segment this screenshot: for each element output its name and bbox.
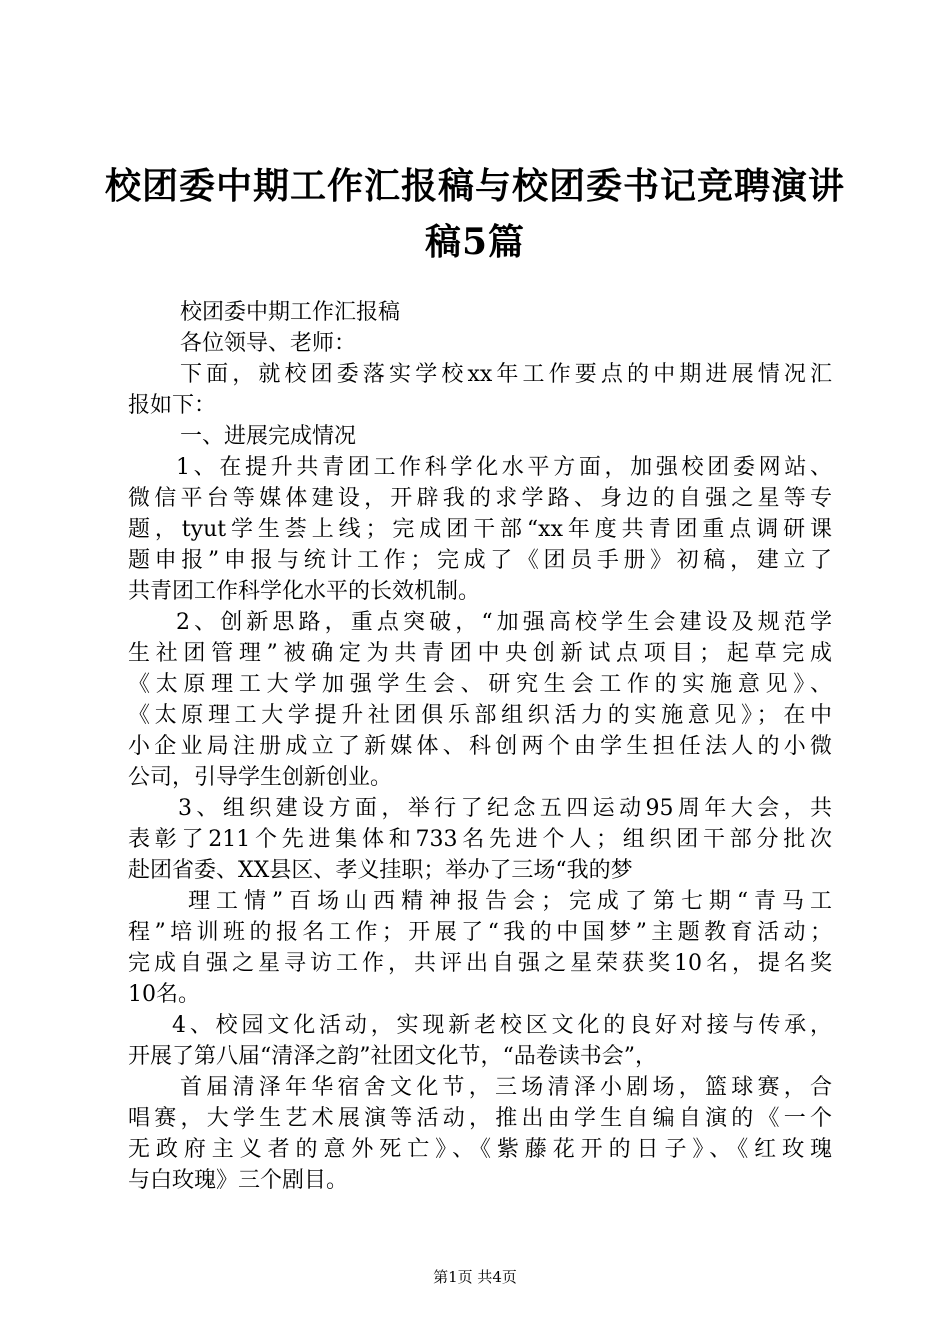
- paragraph-line: 赴团省委、XX县区、孝义挂职；举办了三场“我的梦: [128, 858, 633, 883]
- paragraph-line: 开展了第八届“清泽之韵”社团文化节，“品卷读书会”，: [128, 1044, 657, 1069]
- paragraph-line: 生社团管理”被确定为共青团中央创新试点项目；起草完成: [128, 641, 832, 666]
- paragraph-line: 2、创新思路，重点突破，“加强高校学生会建设及规范学: [176, 610, 832, 635]
- paragraph-line: 完成自强之星寻访工作，共评出自强之星荣获奖10名，提名奖: [128, 951, 832, 976]
- paragraph-line: 题申报”申报与统计工作；完成了《团员手册》初稿，建立了: [128, 548, 832, 573]
- document-body: [128, 297, 832, 1196]
- page-number-footer: 第1页 共4页: [433, 1268, 517, 1286]
- paragraph-line: 共青团工作科学化水平的长效机制。: [128, 579, 481, 604]
- paragraph-line: 表彰了211个先进集体和733名先进个人；组织团干部分批次: [128, 827, 832, 852]
- paragraph-line: 理工情”百场山西精神报告会；完成了第七期“青马工: [188, 889, 832, 914]
- paragraph-line: 3、组织建设方面，举行了纪念五四运动95周年大会，共: [178, 796, 832, 821]
- paragraph-line: 《太原理工大学加强学生会、研究生会工作的实施意见》、: [128, 672, 832, 697]
- salutation: 各位领导、老师：: [180, 331, 357, 356]
- paragraph-line: 无政府主义者的意外死亡》、《紫藤花开的日子》、《红玫瑰: [128, 1137, 832, 1162]
- paragraph-line: 下面，就校团委落实学校xx年工作要点的中期进展情况汇: [180, 362, 832, 387]
- paragraph-line: 4、校园文化活动，实现新老校区文化的良好对接与传承，: [172, 1013, 832, 1038]
- document-title-line-2: 稿5篇: [424, 221, 526, 263]
- section-heading-report: 校团委中期工作汇报稿: [180, 300, 401, 325]
- paragraph-line: 微信平台等媒体建设，开辟我的求学路、身边的自强之星等专: [128, 486, 832, 511]
- paragraph-line: 与白玫瑰》三个剧目。: [128, 1168, 349, 1193]
- paragraph-line: 小企业局注册成立了新媒体、科创两个由学生担任法人的小微: [128, 734, 832, 759]
- paragraph-line: 唱赛，大学生艺术展演等活动，推出由学生自编自演的《一个: [128, 1106, 832, 1131]
- document-title-line-1: 校团委中期工作汇报稿与校团委书记竞聘演讲: [104, 165, 845, 207]
- paragraph-line: 10名。: [128, 982, 200, 1007]
- paragraph-line: 首届清泽年华宿舍文化节，三场清泽小剧场，篮球赛，合: [180, 1075, 832, 1100]
- section-heading-progress: 一、进展完成情况: [180, 424, 357, 449]
- paragraph-line: 《太原理工大学提升社团俱乐部组织活力的实施意见》；在中: [128, 703, 832, 728]
- paragraph-line: 公司，引导学生创新创业。: [128, 765, 393, 790]
- paragraph-line: 题，tyut学生荟上线；完成团干部“xx年度共青团重点调研课: [128, 517, 832, 542]
- paragraph-line: 程”培训班的报名工作；开展了“我的中国梦”主题教育活动；: [128, 920, 832, 945]
- paragraph-line: 1、在提升共青团工作科学化水平方面，加强校团委网站、: [176, 455, 832, 480]
- paragraph-line: 报如下：: [128, 393, 217, 418]
